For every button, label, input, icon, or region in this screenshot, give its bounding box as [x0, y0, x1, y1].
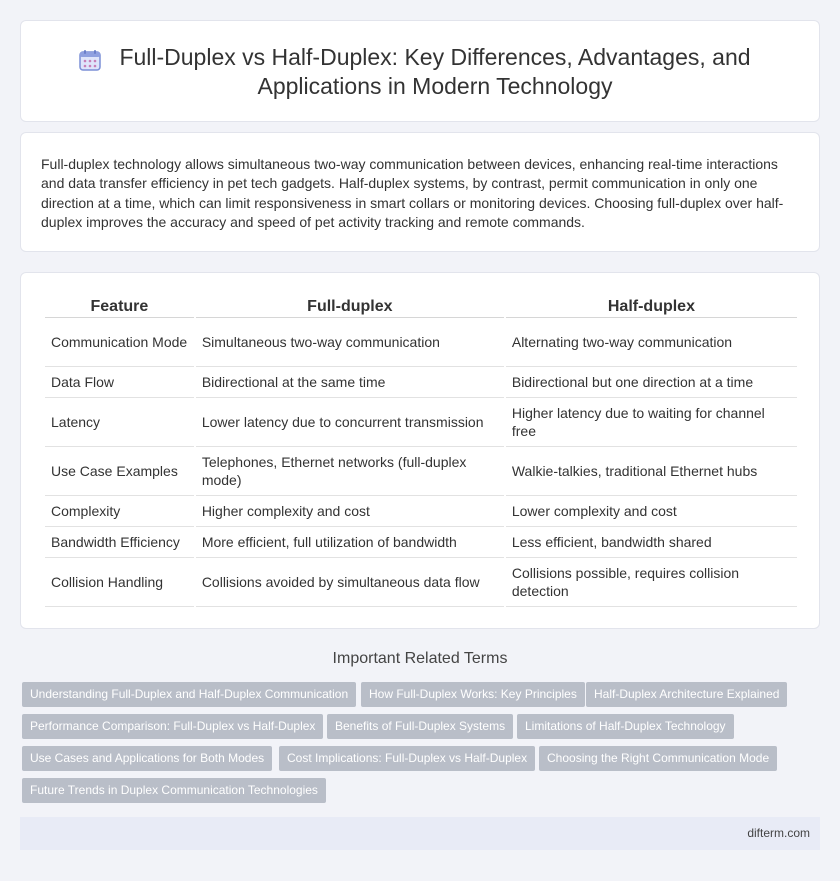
cell-full-duplex: More efficient, full utilization of bandwidth	[196, 527, 504, 558]
cell-feature: Bandwidth Efficiency	[45, 527, 194, 558]
related-term-tag[interactable]: Benefits of Full-Duplex Systems	[327, 714, 513, 739]
intro-paragraph: Full-duplex technology allows simultaneous two-way communication between devices, enhancing real-time interactions and data transfer efficiency in pet tech gadgets. Half-duplex systems, by contrast, permit communication in only one direction at a time, which can limit responsiveness in smart collars or monitoring devices. Choosing full-duplex over half-duplex improves the accuracy and speed of pet activity tracking and remote commands.	[41, 156, 784, 231]
comparison-table	[43, 296, 799, 607]
cell-half-duplex: Alternating two-way communication	[506, 318, 797, 367]
cell-feature: Data Flow	[45, 367, 194, 398]
related-term-tag[interactable]: Half-Duplex Architecture Explained	[586, 682, 787, 707]
cell-feature: Use Case Examples	[45, 447, 194, 496]
table-row	[45, 367, 797, 398]
cell-full-duplex: Telephones, Ethernet networks (full-duplex mode)	[196, 447, 504, 496]
related-term-tag[interactable]: Choosing the Right Communication Mode	[539, 746, 777, 771]
related-term-tag[interactable]: Performance Comparison: Full-Duplex vs Half-Duplex	[22, 714, 323, 739]
cell-feature: Collision Handling	[45, 558, 194, 607]
table-row	[45, 496, 797, 527]
cell-half-duplex: Less efficient, bandwidth shared	[506, 527, 797, 558]
related-term-tag[interactable]: Use Cases and Applications for Both Modes	[22, 746, 272, 771]
table-row	[45, 398, 797, 447]
cell-half-duplex: Lower complexity and cost	[506, 496, 797, 527]
cell-full-duplex: Simultaneous two-way communication	[196, 318, 504, 367]
cell-feature: Complexity	[45, 496, 194, 527]
footer	[20, 817, 820, 850]
table-header-row	[45, 296, 797, 318]
footer-site-name[interactable]: difterm.com	[747, 826, 810, 840]
cell-full-duplex: Lower latency due to concurrent transmission	[196, 398, 504, 447]
header-full-duplex: Full-duplex	[196, 296, 504, 318]
cell-half-duplex: Collisions possible, requires collision detection	[506, 558, 797, 607]
intro-card	[20, 132, 820, 252]
cell-full-duplex: Higher complexity and cost	[196, 496, 504, 527]
cell-feature: Latency	[45, 398, 194, 447]
table-row	[45, 527, 797, 558]
related-term-tag[interactable]: How Full-Duplex Works: Key Principles	[361, 682, 585, 707]
table-row	[45, 447, 797, 496]
cell-full-duplex: Collisions avoided by simultaneous data flow	[196, 558, 504, 607]
related-term-tag[interactable]: Cost Implications: Full-Duplex vs Half-Duplex	[279, 746, 535, 771]
related-term-tag[interactable]: Future Trends in Duplex Communication Technologies	[22, 778, 326, 803]
cell-half-duplex: Higher latency due to waiting for channel free	[506, 398, 797, 447]
related-terms-heading: Important Related Terms	[332, 650, 508, 667]
cell-half-duplex: Walkie-talkies, traditional Ethernet hubs	[506, 447, 797, 496]
page-title	[91, 43, 779, 101]
cell-full-duplex: Bidirectional at the same time	[196, 367, 504, 398]
cell-feature: Communication Mode	[45, 318, 194, 367]
header-half-duplex: Half-duplex	[506, 296, 797, 318]
page-title-wrap	[91, 43, 779, 101]
cell-half-duplex: Bidirectional but one direction at a time	[506, 367, 797, 398]
header-card	[20, 20, 820, 122]
related-term-tag[interactable]: Understanding Full-Duplex and Half-Duplex Communication	[22, 682, 356, 707]
header-feature: Feature	[45, 296, 194, 318]
table-row	[45, 558, 797, 607]
comparison-table-card	[20, 272, 820, 629]
related-term-tag[interactable]: Limitations of Half-Duplex Technology	[517, 714, 734, 739]
table-row	[45, 318, 797, 367]
page-title-line1: Full-Duplex vs Half-Duplex: Key Differences, Advantages, and	[119, 44, 751, 70]
page-title-line2: Applications in Modern Technology	[257, 73, 613, 99]
